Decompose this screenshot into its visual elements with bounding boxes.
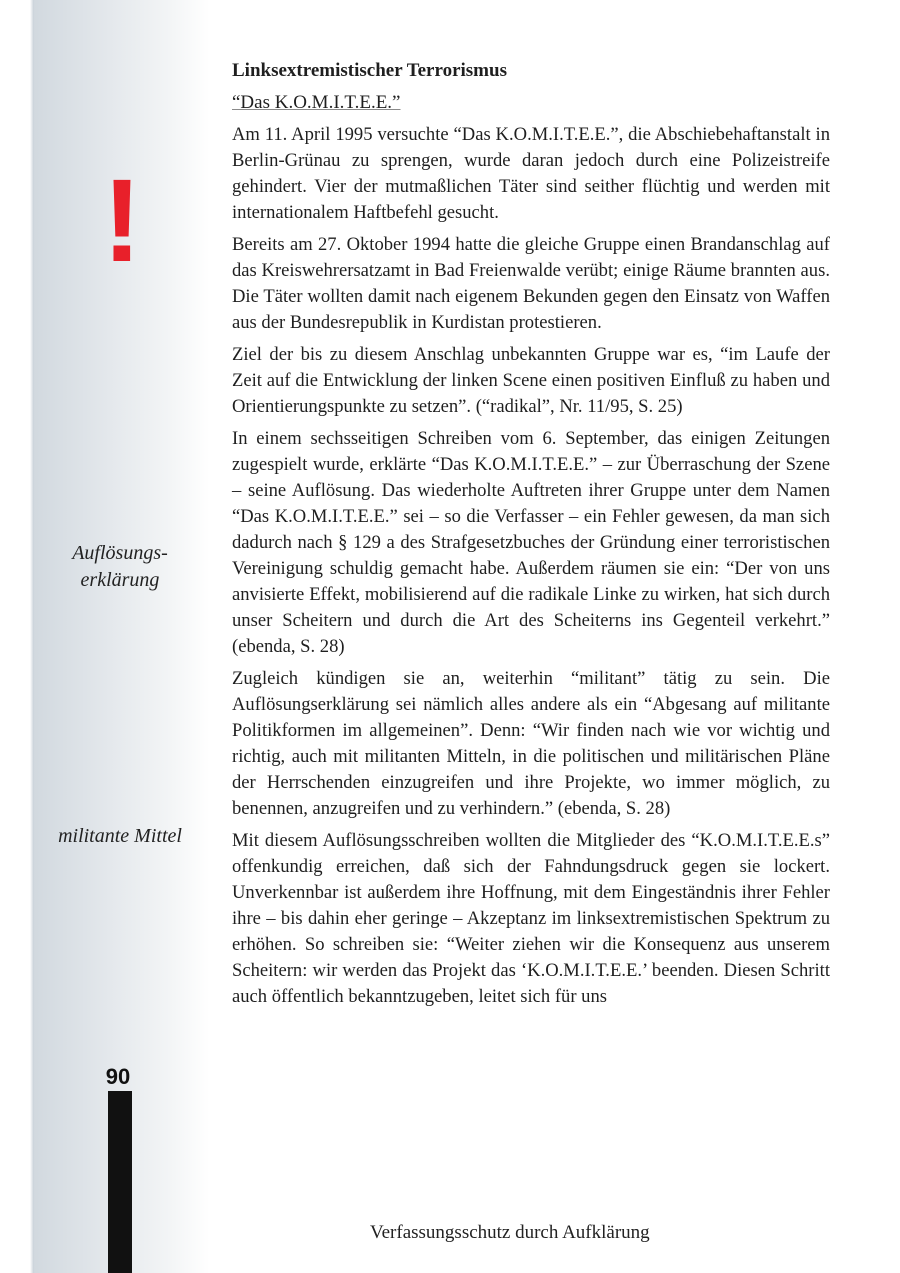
paragraph: Ziel der bis zu diesem Anschlag unbekannten Gruppe war es, “im Laufe der Zeit auf die Entwicklung der linken Scene einen positiven Einfluß zu haben und Orientierungspunkte zu setzen”. (“radikal”, Nr. 11/95, S. 25) [232,344,830,417]
margin-note-militante-mittel [30,823,210,850]
page-edge [0,0,34,1273]
exclamation-icon: ! [102,155,142,287]
margin-note-text: Auflösungs- erklärung [72,542,168,591]
paragraph: Bereits am 27. Oktober 1994 hatte die gleiche Gruppe einen Brandanschlag auf das Kreiswehrersatzamt in Bad Freienwalde verübt; einige Räume brannten aus. Die Täter wollten damit nach eigenem Bekunden gegen den Einsatz von Waffen aus der Bundesrepublik in Kurdistan protestieren. [232,234,830,333]
paragraph: In einem sechsseitigen Schreiben vom 6. September, das einigen Zeitungen zugespielt wurde, erklärte “Das K.O.M.I.T.E.E.” – zur Überraschung der Szene – seine Auflösung. Das wiederholte Auftreten ihrer Gruppe unter dem Namen “Das K.O.M.I.T.E.E.” sei – so die Verfasser – ein Fehler gewesen, da man sich dadurch nach § 129 a des Strafgesetzbuches der Gründung einer terroristischen Vereinigung schuldig gemacht habe. Außerdem räumen sie ein: “Der von uns anvisierte Effekt, mobilisierend auf die radikale Linke zu wirken, hat sich durch unser Scheitern und durch die Art des Scheiterns ins Gegenteil verkehrt.” (ebenda, S. 28) [232,428,830,657]
page-number-bar [108,1091,132,1273]
page-footer: Verfassungsschutz durch Aufklärung [370,1222,650,1243]
margin-note-aufloesungserklaerung [25,540,215,594]
page-number: 90 [105,1064,131,1089]
paragraph: Mit diesem Auflösungsschreiben wollten die Mitglieder des “K.O.M.I.T.E.E.s” offenkundig erreichen, daß sich der Fahndungsdruck gegen sie lockert. Unverkennbar ist außerdem ihre Hoffnung, mit dem Eingeständnis ihrer Fehler ihre – bis dahin eher geringe – Akzeptanz im linksextremistischen Spektrum zu erhöhen. So schreiben sie: “Weiter ziehen wir die Konsequenz aus unserem Scheitern: wir werden das Projekt das ‘K.O.M.I.T.E.E.’ beenden. Diesen Schritt auch öffentlich bekanntzugeben, leitet sich für uns [232,830,830,1007]
main-content [232,58,830,1010]
paragraph: Zugleich kündigen sie an, weiterhin “militant” tätig zu sein. Die Auflösungserklärung sei nämlich alles andere als ein “Abgesang auf militante Politikformen im allgemeinen”. Denn: “Wir finden nach wie vor wichtig und richtig, auch mit militanten Mitteln, in die politischen und militärischen Pläne der Herrschenden einzugreifen und ihre Projekte, wo immer möglich, zu benennen, anzugreifen und zu verhindern.” (ebenda, S. 28) [232,668,830,819]
paragraph: Am 11. April 1995 versuchte “Das K.O.M.I.T.E.E.”, die Abschiebehaftanstalt in Berlin-Grünau zu sprengen, wurde daran jedoch durch eine Polizeistreife gehindert. Vier der mutmaßlichen Täter sind seither flüchtig und werden mit internationalem Haftbefehl gesucht. [232,124,830,223]
section-heading: Linksextremistischer Terrorismus [232,60,507,81]
margin-note-text: militante Mittel [58,825,182,847]
subsection-heading: “Das K.O.M.I.T.E.E.” [232,92,401,113]
